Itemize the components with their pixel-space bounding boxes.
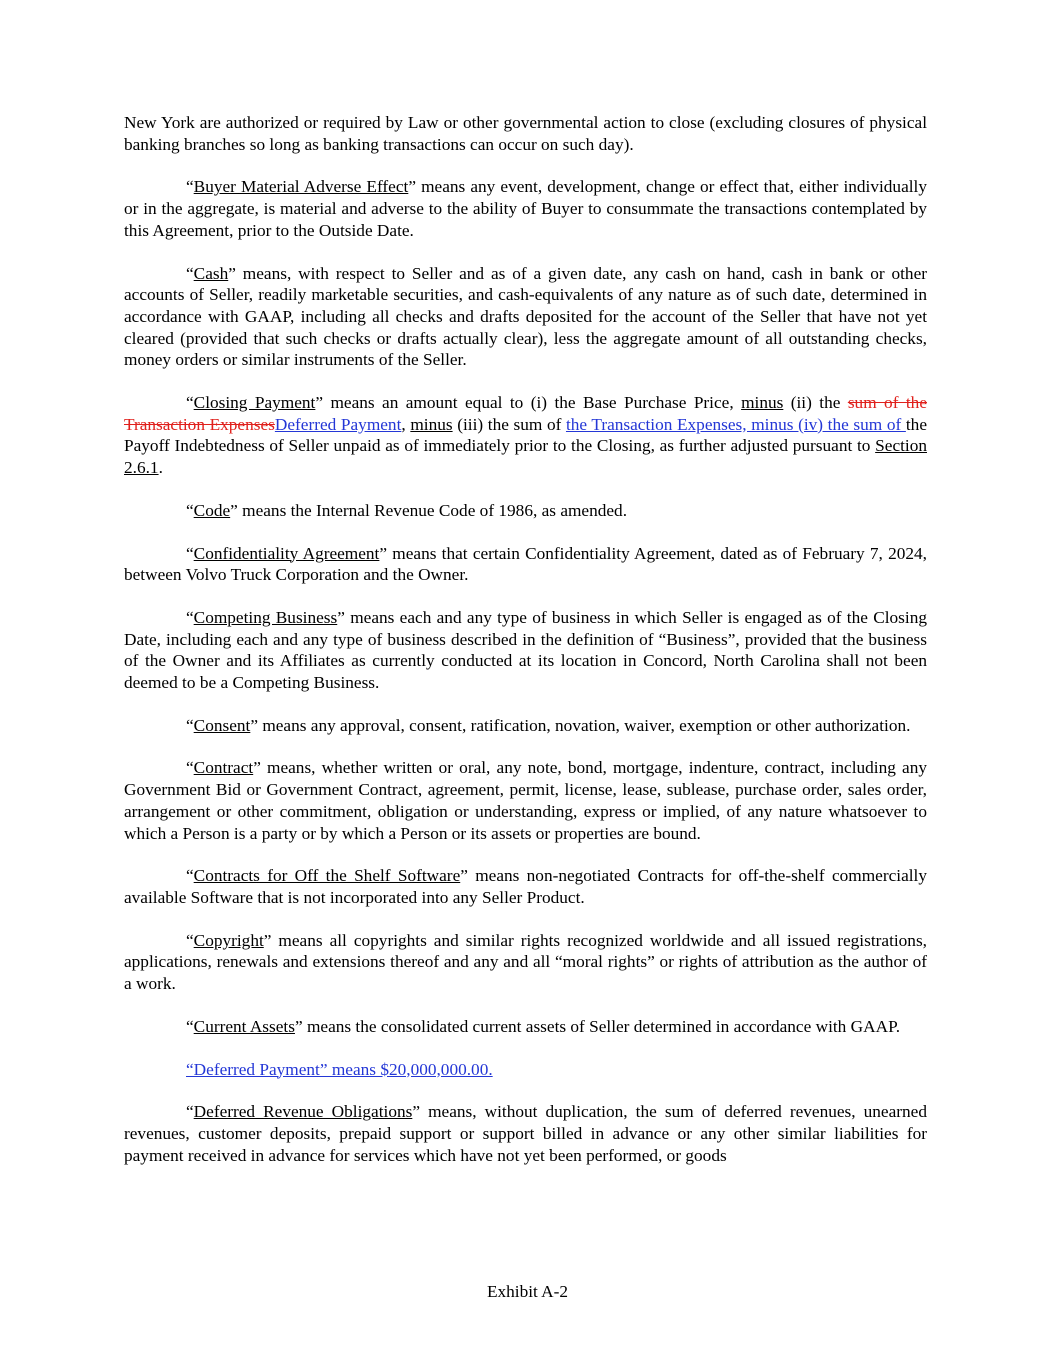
definition-buyer-material-adverse-effect: [124, 176, 927, 241]
defined-term: Competing Business: [193, 607, 338, 627]
open-quote: “: [186, 1102, 194, 1122]
open-quote: “: [186, 758, 194, 778]
open-quote: “: [186, 177, 194, 197]
definition-text: ,: [401, 414, 411, 434]
open-quote: “: [186, 715, 194, 735]
inserted-text: the Transaction Expenses, minus (iv) the sum of: [565, 414, 906, 434]
defined-term: Current Assets: [193, 1016, 295, 1036]
definition-deferred-payment: [124, 1059, 927, 1081]
defined-term: Closing Payment: [193, 393, 316, 413]
open-quote: “: [186, 263, 194, 283]
definition-contracts-off-the-shelf-software: [124, 865, 927, 908]
definition-text: ” means the Internal Revenue Code of 1986, as amended.: [230, 500, 628, 520]
inserted-text: Deferred Payment: [274, 414, 402, 434]
definition-text: (ii) the: [783, 393, 848, 413]
open-quote: “: [186, 393, 194, 413]
defined-term: Cash: [193, 263, 229, 283]
defined-term: Copyright: [193, 930, 264, 950]
open-quote: “: [186, 607, 194, 627]
defined-term: Consent: [193, 715, 251, 735]
page-label: Exhibit A-2: [486, 1282, 569, 1301]
open-quote: “: [186, 866, 194, 886]
defined-term: Confidentiality Agreement: [193, 543, 380, 563]
definition-text: ” means non-negotiated Contracts for off-the-shelf commercially available Software that is not incorporated into any Seller Product.: [124, 866, 927, 907]
open-quote: “: [186, 500, 194, 520]
deleted-text: sum of the Transaction Expenses: [124, 393, 927, 434]
emphasis-minus: minus: [410, 414, 453, 434]
definition-code: [124, 500, 927, 522]
definition-text: ” means, whether written or oral, any note, bond, mortgage, indenture, contract, including any Government Bid or Government Contract, agreement, permit, license, lease, sublease, purchase order, sales order, arrangement or other commitment, obligation or understanding, express or implied, of any nature whatsoever to which a Person is a party or by which a Person or its assets or properties are bound.: [124, 758, 927, 843]
definition-text: ” means any event, development, change or effect that, either individually or in the aggregate, is material and adverse to the ability of Buyer to consummate the transactions contemplated by this Agreement, prior to the Outside Date.: [124, 177, 927, 240]
defined-term: Contract: [193, 758, 254, 778]
definition-deferred-revenue-obligations: [124, 1101, 927, 1166]
definition-text: (iii) the sum of: [452, 414, 566, 434]
definition-current-assets: [124, 1016, 927, 1038]
definition-cash: [124, 263, 927, 372]
definition-text: ” means, with respect to Seller and as of a given date, any cash on hand, cash in bank or other accounts of Seller, readily marketable securities, and cash-equivalents of any nature as of such date, determined in accordance with GAAP, including all checks and drafts deposited for the account of the Seller that have not yet cleared (provided that such checks or drafts actually clear), less the aggregate amount of all outstanding checks, money orders or similar instruments of the Seller.: [124, 263, 927, 370]
definition-text: ” means each and any type of business in which Seller is engaged as of the Closing Date, including each and any type of business described in the definition of “Business”, provided that the business of the Owner and its Affiliates as currently conducted at its location in Concord, North Carolina shall not been deemed to be a Competing Business.: [124, 607, 927, 693]
page-footer: [0, 1282, 1055, 1302]
definition-text: ” means, without duplication, the sum of deferred revenues, unearned revenues, customer deposits, prepaid support or support billed in advance or any other similar liabilities for payment received in advance for services which have not yet been performed, or goods: [124, 1102, 927, 1165]
definition-confidentiality-agreement: [124, 543, 927, 586]
inserted-text: “Deferred Payment” means $20,000,000.00.: [186, 1059, 493, 1079]
defined-term: Contracts for Off the Shelf Software: [193, 866, 461, 886]
definition-text: ” means the consolidated current assets of Seller determined in accordance with GAAP.: [294, 1016, 901, 1036]
definition-competing-business: [124, 607, 927, 694]
section-reference: Section 2.6.1: [124, 436, 927, 478]
definition-text: .: [158, 458, 163, 478]
definition-text: the Payoff Indebtedness of Seller unpaid as of immediately prior to the Closing, as further adjusted pursuant to: [124, 414, 927, 456]
definition-consent: [124, 715, 927, 737]
definition-text: ” means that certain Confidentiality Agreement, dated as of February 7, 2024, between Volvo Truck Corporation and the Owner.: [124, 543, 927, 585]
open-quote: “: [186, 543, 194, 563]
defined-term: Deferred Revenue Obligations: [193, 1102, 413, 1122]
definition-copyright: [124, 930, 927, 995]
paragraph-business-day-continuation: [124, 112, 927, 155]
definition-closing-payment: [124, 392, 927, 479]
document-body: [124, 112, 927, 1187]
emphasis-minus: minus: [741, 393, 784, 413]
defined-term: Code: [193, 500, 231, 520]
definition-text: ” means all copyrights and similar rights recognized worldwide and all issued registrations, applications, renewals and extensions thereof and any and all “moral rights” or rights of attribution as the author of a work.: [124, 930, 927, 994]
open-quote: “: [186, 1016, 194, 1036]
paragraph-text: New York are authorized or required by Law or other governmental action to close (excluding closures of physical banking branches so long as banking transactions can occur on such day).: [124, 113, 927, 154]
definition-text: ” means any approval, consent, ratification, novation, waiver, exemption or other authorization.: [250, 715, 911, 735]
definition-text: ” means an amount equal to (i) the Base Purchase Price,: [315, 393, 742, 413]
definition-contract: [124, 757, 927, 844]
open-quote: “: [186, 930, 194, 950]
defined-term: Buyer Material Adverse Effect: [193, 177, 409, 197]
